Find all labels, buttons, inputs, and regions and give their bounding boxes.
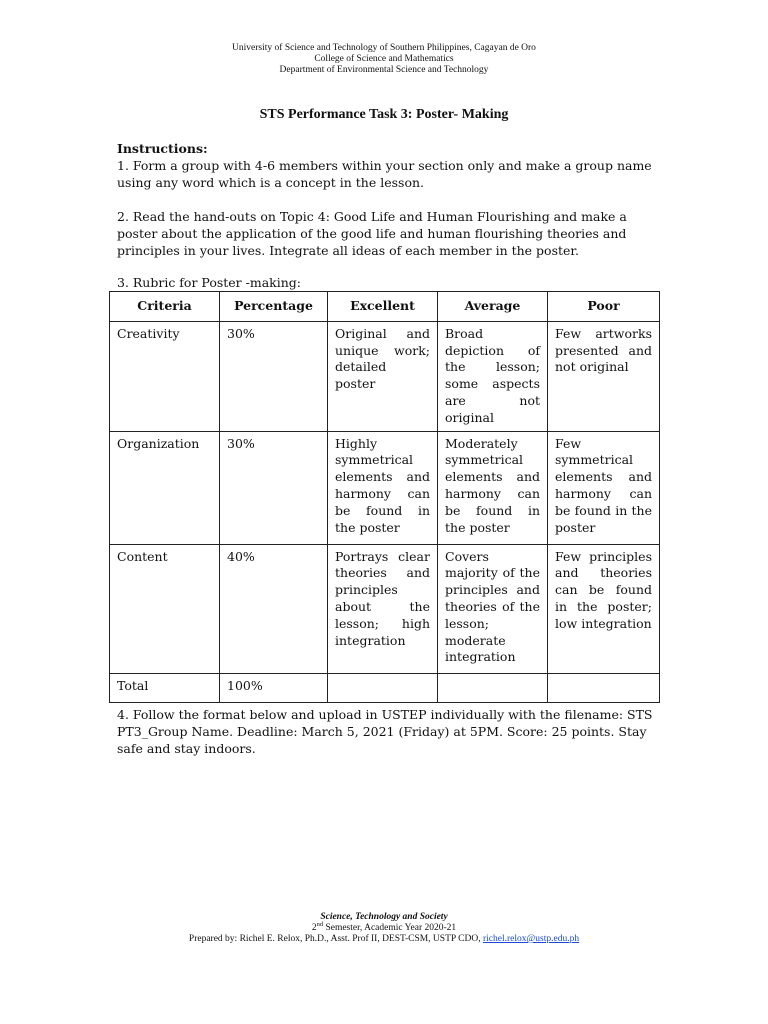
- table-row: [110, 544, 660, 673]
- instructions-heading: Instructions:: [117, 141, 208, 156]
- instruction-step-1: 1. Form a group with 4-6 members within your section only and make a group name using any word which is a concept in the lesson.: [117, 158, 652, 190]
- semester-number: 2: [311, 923, 317, 933]
- prepared-by: Prepared by: Richel E. Relox, Ph.D., Asst. Prof II, DEST-CSM, USTP CDO,: [188, 934, 483, 944]
- rubric-table: [109, 291, 660, 703]
- cell-criteria: Content: [110, 544, 220, 673]
- semester-line: [0, 920, 768, 934]
- document-footer: [0, 912, 768, 945]
- cell-percentage: 100%: [220, 673, 328, 702]
- document-header: [0, 43, 768, 76]
- cell-average: Broad depiction of the lesson; some aspects are not original: [438, 321, 548, 431]
- college-name: College of Science and Mathematics: [314, 54, 454, 64]
- course-name: Science, Technology and Society: [320, 912, 448, 922]
- header-excellent: Excellent: [328, 292, 438, 322]
- table-row: [110, 431, 660, 544]
- cell-percentage: 40%: [220, 544, 328, 673]
- cell-criteria: Total: [110, 673, 220, 702]
- document-title: STS Performance Task 3: Poster- Making: [259, 107, 509, 122]
- cell-excellent: Original and unique work; detailed poster: [328, 321, 438, 431]
- instruction-step-4: 4. Follow the format below and upload in USTEP individually with the filename: STS PT3_Group Name. Deadline: March 5, 2021 (Friday) at 5PM. Score: 25 points. Stay safe and stay indoors.: [117, 707, 653, 756]
- rubric-header-row: [110, 292, 660, 322]
- instruction-step-2: 2. Read the hand-outs on Topic 4: Good Life and Human Flourishing and make a poster about the application of the good life and human flourishing theories and principles in your lives. Integrate all ideas of each member in the poster.: [117, 209, 627, 258]
- cell-percentage: 30%: [220, 321, 328, 431]
- cell-excellent: Portrays clear theories and principles about the lesson; high integration: [328, 544, 438, 673]
- cell-criteria: Creativity: [110, 321, 220, 431]
- cell-poor: Few symmetrical elements and harmony can be found in the poster: [548, 431, 660, 544]
- author-email-link[interactable]: richel.relox@ustp.edu.ph: [483, 934, 580, 944]
- table-row: [110, 321, 660, 431]
- header-average: Average: [438, 292, 548, 322]
- cell-excellent: [328, 673, 438, 702]
- cell-excellent: Highly symmetrical elements and harmony can be found in the poster: [328, 431, 438, 544]
- semester-text: Semester, Academic Year 2020-21: [323, 923, 457, 933]
- cell-percentage: 30%: [220, 431, 328, 544]
- cell-poor: [548, 673, 660, 702]
- cell-average: [438, 673, 548, 702]
- department-name: Department of Environmental Science and Technology: [279, 65, 489, 75]
- cell-average: Covers majority of the principles and theories of the lesson; moderate integration: [438, 544, 548, 673]
- cell-poor: Few artworks presented and not original: [548, 321, 660, 431]
- cell-criteria: Organization: [110, 431, 220, 544]
- cell-poor: Few principles and theories can be found in the poster; low integration: [548, 544, 660, 673]
- header-criteria: Criteria: [110, 292, 220, 322]
- instruction-step-3: 3. Rubric for Poster -making:: [117, 275, 301, 290]
- semester-suffix: nd: [316, 920, 324, 928]
- header-poor: Poor: [548, 292, 660, 322]
- table-row-total: [110, 673, 660, 702]
- prepared-by-line: [0, 934, 768, 945]
- cell-average: Moderately symmetrical elements and harmony can be found in the poster: [438, 431, 548, 544]
- university-name: University of Science and Technology of Southern Philippines, Cagayan de Oro: [232, 43, 536, 53]
- header-percentage: Percentage: [220, 292, 328, 322]
